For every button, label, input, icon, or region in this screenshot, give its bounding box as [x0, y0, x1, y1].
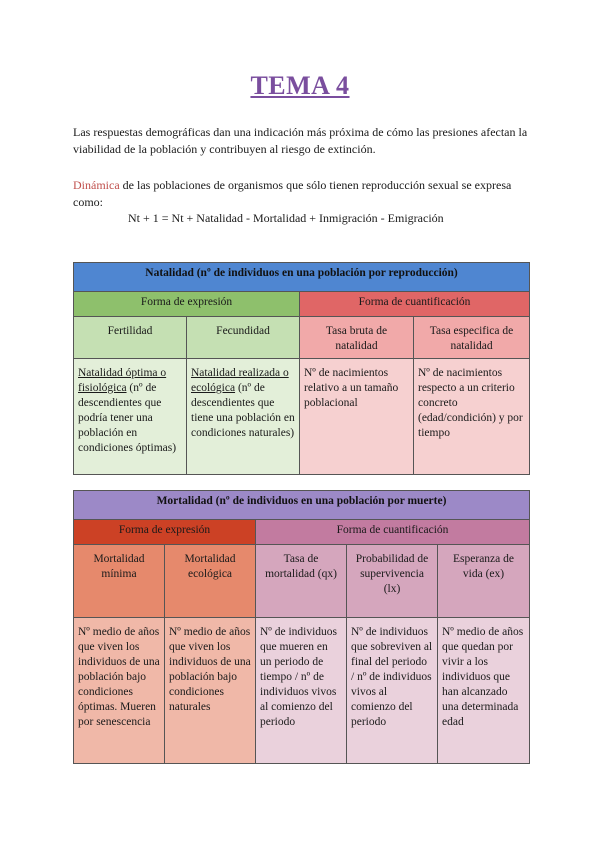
cell-probabilidad-supervivencia: Nº de individuos que sobreviven al final del periodo / nº de individuos vivos al comienzo del periodo	[347, 618, 438, 764]
col-esperanza-vida: Esperanza de vida (ex)	[438, 545, 530, 618]
col-mortalidad-ecologica: Mortalidad ecológica	[165, 545, 256, 618]
natalidad-table	[73, 262, 530, 475]
intro-paragraph: Las respuestas demográficas dan una indicación más próxima de cómo las presiones afectan la viabilidad de la población y contribuyen al riesgo de extinción.	[73, 125, 528, 156]
col-mortalidad-minima: Mortalidad mínima	[74, 545, 165, 618]
dinamica-paragraph	[73, 177, 533, 211]
col-probabilidad-supervivencia: Probabilidad de supervivencia (lx)	[347, 545, 438, 618]
natalidad-header: Natalidad (nº de individuos en una población por reproducción)	[74, 263, 530, 292]
col-tasa-especifica: Tasa especifica de natalidad	[414, 317, 530, 359]
col-tasa-mortalidad: Tasa de mortalidad (qx)	[256, 545, 347, 618]
cell-tasa-especifica: Nº de nacimientos respecto a un criterio concreto (edad/condición) y por tiempo	[414, 359, 530, 475]
natalidad-expr-group: Forma de expresión	[74, 292, 300, 317]
cell-esperanza-vida: Nº medio de años que quedan por vivir a los individuos que han alcanzado una determinada edad	[438, 618, 530, 764]
cell-mortalidad-ecologica: Nº medio de años que viven los individuos de una población bajo condiciones naturales	[165, 618, 256, 764]
cell-mortalidad-minima: Nº medio de años que viven los individuos de una población bajo condiciones óptimas. Mueren por senescencia	[74, 618, 165, 764]
col-tasa-bruta: Tasa bruta de natalidad	[300, 317, 414, 359]
cell-tasa-bruta: Nº de nacimientos relativo a un tamaño poblacional	[300, 359, 414, 475]
col-fecundidad: Fecundidad	[187, 317, 300, 359]
mortalidad-header: Mortalidad (nº de individuos en una población por muerte)	[74, 491, 530, 520]
mortalidad-table	[73, 490, 530, 764]
population-formula: Nt + 1 = Nt + Natalidad - Mortalidad + Inmigración - Emigración	[128, 211, 444, 225]
page-title: TEMA 4	[250, 71, 350, 100]
fecundidad-desc: (nº de descendientes que tiene una población en condiciones naturales)	[191, 382, 295, 439]
mortalidad-expr-group: Forma de expresión	[74, 520, 256, 545]
cell-fecundidad	[187, 359, 300, 475]
fertilidad-desc: (nº de descendientes que podría tener una población en condiciones óptimas)	[78, 382, 177, 454]
natalidad-quant-group: Forma de cuantificación	[300, 292, 530, 317]
dinamica-highlight: Dinámica	[73, 178, 120, 192]
cell-tasa-mortalidad: Nº de individuos que mueren en un periodo de tiempo / nº de individuos vivos al comienzo del periodo	[256, 618, 347, 764]
mortalidad-quant-group: Forma de cuantificación	[256, 520, 530, 545]
fecundidad-term: Natalidad realizada o ecológica	[191, 367, 289, 394]
dinamica-text: de las poblaciones de organismos que sólo tienen reproducción sexual se expresa como:	[73, 178, 512, 209]
cell-fertilidad	[74, 359, 187, 475]
col-fertilidad: Fertilidad	[74, 317, 187, 359]
fertilidad-term: Natalidad óptima o fisiológica	[78, 367, 167, 394]
